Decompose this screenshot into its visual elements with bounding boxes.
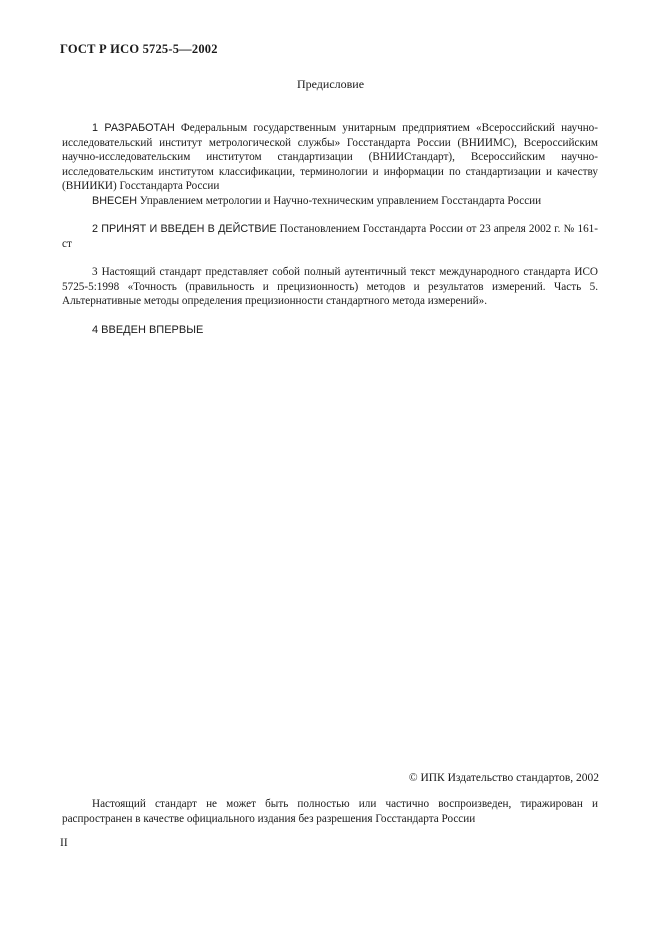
page-number: II: [60, 837, 68, 849]
first-introduced-lead: 4 ВВЕДЕН ВПЕРВЫЕ: [92, 324, 204, 336]
developed-lead: 1 РАЗРАБОТАН: [92, 122, 175, 134]
preface-paragraph-introduced: [62, 194, 598, 209]
introduced-text: Управлением метрологии и Научно-техническим управлением Госстандарта России: [137, 195, 542, 207]
preface-title: Предисловие: [296, 77, 365, 91]
preface-paragraph-first-introduced: [62, 323, 598, 338]
adopted-lead: 2 ПРИНЯТ И ВВЕДЕН В ДЕЙСТВИЕ: [92, 223, 277, 235]
developed-text: Федеральным государственным унитарным предприятием «Всероссийский научно-исследовательский институт метрологической службы» Госстандарта России (ВНИИМС), Всероссийским научно-исследовательским институтом стандартизации (ВНИИСтандарт), Всероссийским научно-исследовательским институтом классификации, терминологии и информации по стандартизации и качеству (ВНИИКИ) Госстандарта России: [62, 122, 598, 192]
adopted-text: Постановлением Госстандарта России от 23 апреля 2002 г. № 161-ст: [62, 223, 598, 250]
preface-paragraph-authentic-text: 3 Настоящий стандарт представляет собой полный аутентичный текст международного стандарта ИСО 5725-5:1998 «Точность (правильность и прецизионность) методов и результатов измерений. Часть 5. Альтернативные методы определения прецизионности стандартного метода измерений».: [62, 266, 598, 307]
copyright-line: © ИПК Издательство стандартов, 2002: [408, 772, 599, 784]
preface-paragraph-adopted: [62, 222, 598, 251]
reproduction-notice: Настоящий стандарт не может быть полностью или частично воспроизведен, тиражирован и распространен в качестве официального издания без разрешения Госстандарта России: [62, 798, 598, 825]
preface-paragraph-developed: [62, 121, 598, 194]
standard-code-header: ГОСТ Р ИСО 5725-5—2002: [60, 42, 218, 56]
introduced-lead: ВНЕСЕН: [92, 195, 137, 207]
